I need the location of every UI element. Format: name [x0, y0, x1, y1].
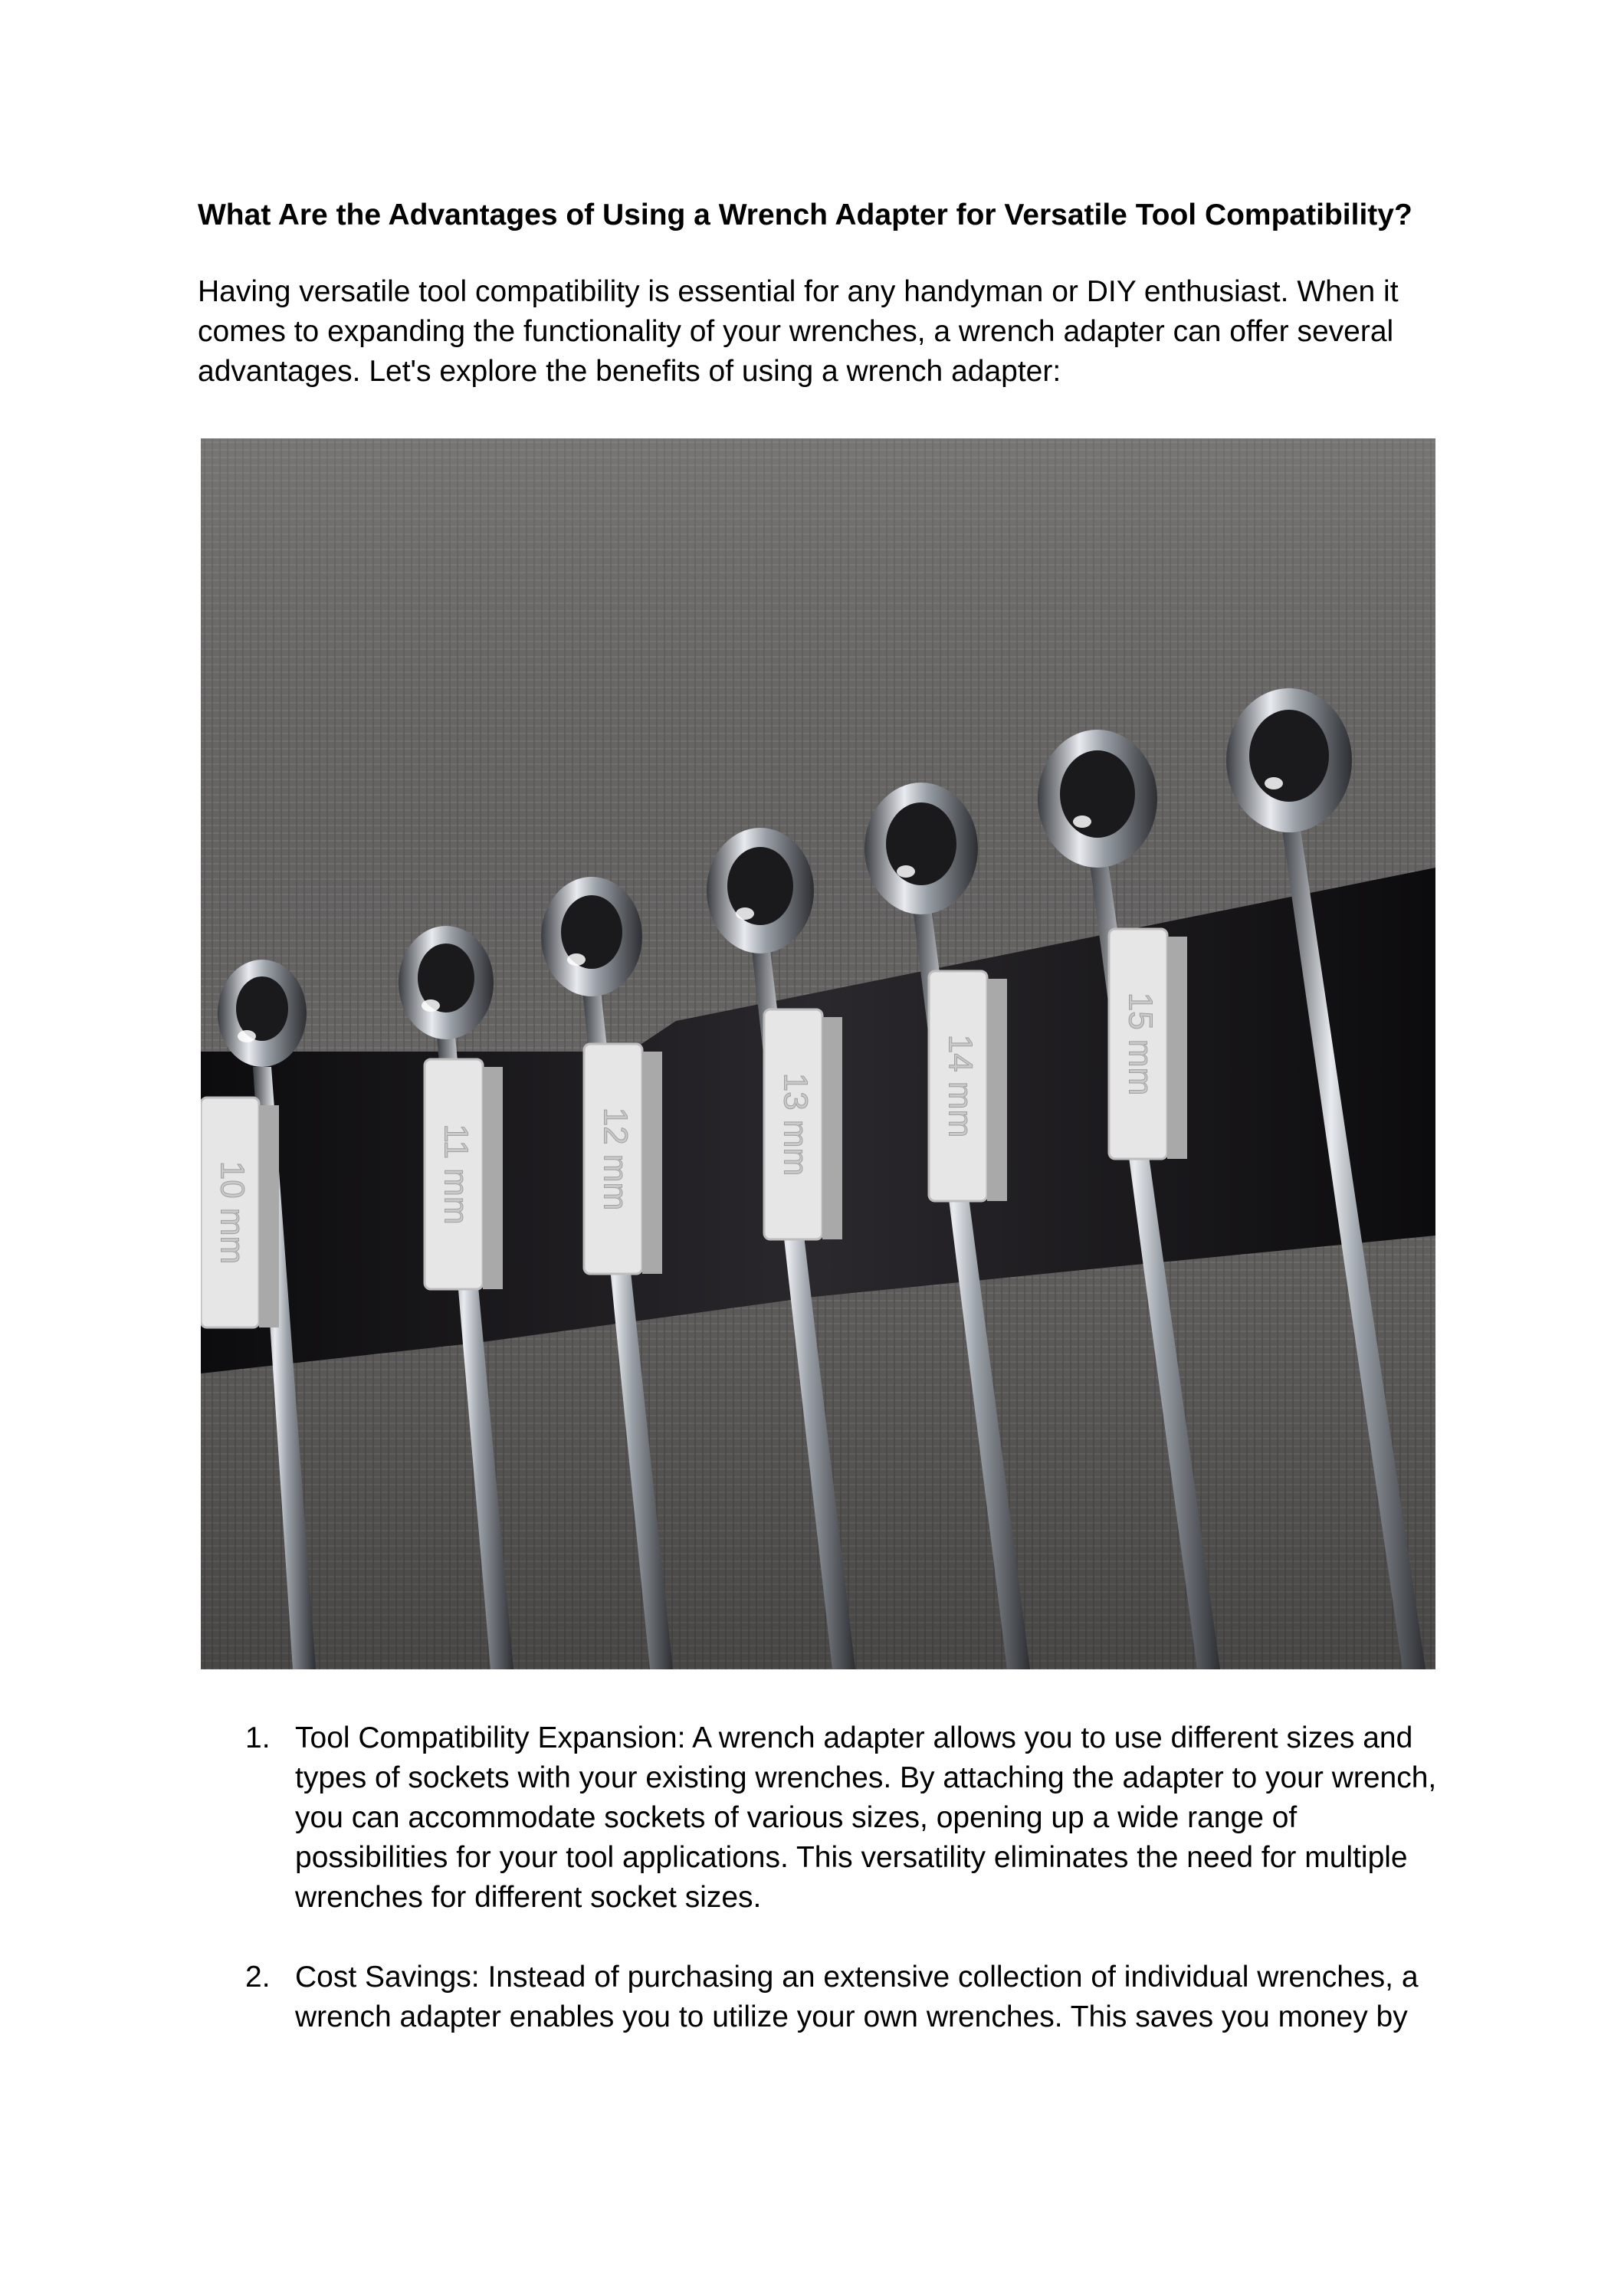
list-number: 2.: [245, 1961, 271, 1994]
size-tag: [1109, 929, 1187, 1159]
document-title: What Are the Advantages of Using a Wrench Adapter for Versatile Tool Compatibility?: [198, 199, 1412, 231]
size-tag: [425, 1059, 503, 1289]
size-tag-label: 10 mm: [213, 1160, 251, 1265]
list-number: 1.: [245, 1721, 271, 1754]
size-tag: [201, 1098, 279, 1328]
list-item: [198, 1958, 1439, 2037]
size-tag-label: 12 mm: [596, 1107, 635, 1211]
intro-paragraph: Having versatile tool compatibility is essential for any handyman or DIY enthusiast. When it comes to expanding the functionality of your wrenches, a wrench adapter can offer several advantages. Let's explore the benefits of using a wrench adapter:: [198, 275, 1399, 388]
advantages-list: [198, 1718, 1439, 2077]
wrench-set-illustration: [201, 438, 1435, 1669]
list-text: Cost Savings: Instead of purchasing an extensive collection of individual wrenches, a wrench adapter enables you to utilize your own wrenches. This saves you money by: [295, 1961, 1419, 2033]
size-tag: [764, 1009, 842, 1239]
list-text: Tool Compatibility Expansion: A wrench adapter allows you to use different sizes and types of sockets with your existing wrenches. By attaching the adapter to your wrench, you can accommodate sockets of various sizes, opening up a wide range of possibilities for your tool applications. This versatility eliminates the need for multiple wrenches for different socket sizes.: [295, 1721, 1437, 1914]
size-tag-label: 14 mm: [941, 1034, 979, 1138]
size-tag: [584, 1044, 662, 1274]
size-tag-label: 13 mm: [776, 1072, 815, 1177]
size-tag-label: 11 mm: [437, 1124, 475, 1225]
size-tag-label: 15 mm: [1121, 992, 1160, 1096]
size-tag: [929, 971, 1007, 1201]
list-item: [198, 1718, 1439, 1918]
wrench-set-photo: [201, 438, 1435, 1669]
